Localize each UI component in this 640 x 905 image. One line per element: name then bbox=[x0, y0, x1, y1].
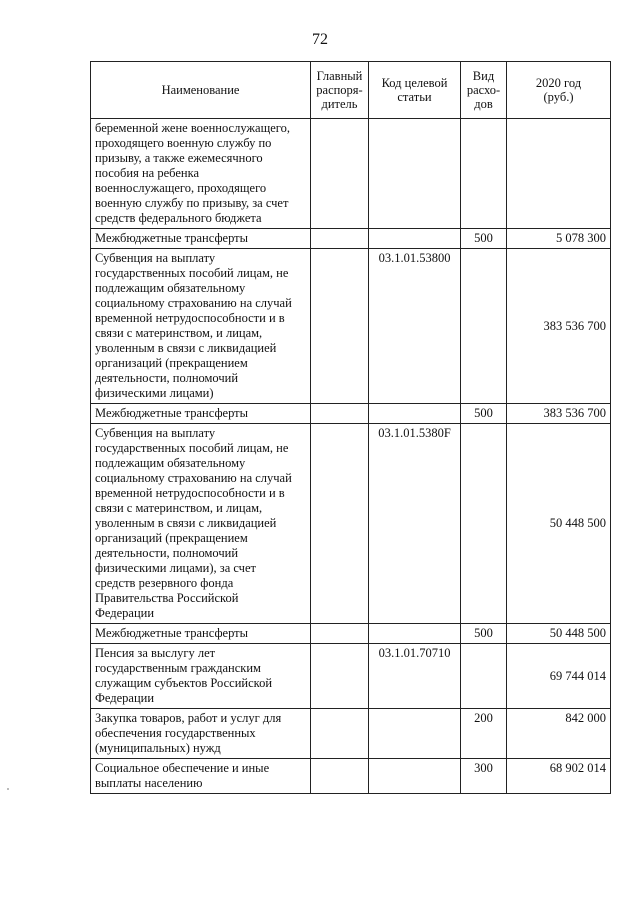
name-line: Социальное обеспечение и иные bbox=[95, 761, 270, 775]
table-row bbox=[91, 404, 611, 424]
cell-name bbox=[91, 249, 311, 404]
page-number: 72 bbox=[312, 31, 328, 48]
cell-admin bbox=[311, 759, 369, 794]
name-line: связи с материнством, и лицам, bbox=[95, 326, 263, 340]
cell-code bbox=[369, 119, 461, 229]
name-line: временной нетрудоспособности и в bbox=[95, 311, 285, 325]
cell-amount: 50 448 500 bbox=[507, 424, 611, 624]
cell-code: 03.1.01.53800 bbox=[369, 249, 461, 404]
cell-name bbox=[91, 119, 311, 229]
cell-kind: 500 bbox=[461, 624, 507, 644]
cell-kind bbox=[461, 249, 507, 404]
name-line: призыву, а также ежемесячного bbox=[95, 151, 263, 165]
cell-code bbox=[369, 709, 461, 759]
cell-name bbox=[91, 624, 311, 644]
name-line: пособия на ребенка bbox=[95, 166, 199, 180]
cell-name bbox=[91, 404, 311, 424]
cell-admin bbox=[311, 709, 369, 759]
cell-code: 03.1.01.70710 bbox=[369, 644, 461, 709]
name-line: Федерации bbox=[95, 691, 155, 705]
table-row bbox=[91, 709, 611, 759]
cell-name bbox=[91, 229, 311, 249]
cell-amount bbox=[507, 119, 611, 229]
name-line: организаций (прекращением bbox=[95, 356, 248, 370]
table-row bbox=[91, 424, 611, 624]
cell-admin bbox=[311, 424, 369, 624]
cell-amount: 842 000 bbox=[507, 709, 611, 759]
name-line: подлежащим обязательному bbox=[95, 456, 246, 470]
name-line: военную службу по призыву, за счет bbox=[95, 196, 289, 210]
cell-name bbox=[91, 424, 311, 624]
cell-amount: 50 448 500 bbox=[507, 624, 611, 644]
header-name: Наименование bbox=[91, 62, 311, 119]
cell-amount: 68 902 014 bbox=[507, 759, 611, 794]
table-row bbox=[91, 229, 611, 249]
cell-code: 03.1.01.5380F bbox=[369, 424, 461, 624]
cell-admin bbox=[311, 624, 369, 644]
table-row bbox=[91, 644, 611, 709]
cell-admin bbox=[311, 119, 369, 229]
cell-kind: 500 bbox=[461, 404, 507, 424]
table-row bbox=[91, 624, 611, 644]
cell-name bbox=[91, 644, 311, 709]
name-line: (муниципальных) нужд bbox=[95, 741, 221, 755]
name-line: военнослужащего, проходящего bbox=[95, 181, 267, 195]
name-line: служащим субъектов Российской bbox=[95, 676, 273, 690]
header-admin: Главный распоря- дитель bbox=[311, 62, 369, 119]
name-line: деятельности, полномочий bbox=[95, 371, 239, 385]
cell-kind bbox=[461, 644, 507, 709]
name-line: государственных пособий лицам, не bbox=[95, 266, 289, 280]
table-body bbox=[91, 119, 611, 794]
cell-amount: 383 536 700 bbox=[507, 249, 611, 404]
cell-kind bbox=[461, 119, 507, 229]
cell-name bbox=[91, 709, 311, 759]
cell-code bbox=[369, 229, 461, 249]
name-line: проходящего военную службу по bbox=[95, 136, 272, 150]
name-line: обеспечения государственных bbox=[95, 726, 256, 740]
cell-amount: 69 744 014 bbox=[507, 644, 611, 709]
cell-kind: 500 bbox=[461, 229, 507, 249]
cell-code bbox=[369, 624, 461, 644]
name-line: физическими лицами) bbox=[95, 386, 214, 400]
table-row bbox=[91, 759, 611, 794]
name-line: Правительства Российской bbox=[95, 591, 239, 605]
name-line: деятельности, полномочий bbox=[95, 546, 239, 560]
name-line: государственных пособий лицам, не bbox=[95, 441, 289, 455]
name-line: социальному страхованию на случай bbox=[95, 471, 292, 485]
table-header bbox=[91, 62, 611, 119]
name-line: средств резервного фонда bbox=[95, 576, 234, 590]
name-line: подлежащим обязательному bbox=[95, 281, 246, 295]
table-row bbox=[91, 249, 611, 404]
cell-kind: 200 bbox=[461, 709, 507, 759]
name-line: связи с материнством, и лицам, bbox=[95, 501, 263, 515]
name-line: Пенсия за выслугу лет bbox=[95, 646, 216, 660]
cell-kind bbox=[461, 424, 507, 624]
name-line: Межбюджетные трансферты bbox=[95, 626, 249, 640]
scan-speck bbox=[7, 788, 9, 790]
cell-amount: 383 536 700 bbox=[507, 404, 611, 424]
name-line: Федерации bbox=[95, 606, 155, 620]
name-line: средств федерального бюджета bbox=[95, 211, 262, 225]
name-line: временной нетрудоспособности и в bbox=[95, 486, 285, 500]
name-line: уволенным в связи с ликвидацией bbox=[95, 516, 277, 530]
header-code: Код целевой статьи bbox=[369, 62, 461, 119]
name-line: Межбюджетные трансферты bbox=[95, 406, 249, 420]
name-line: организаций (прекращением bbox=[95, 531, 248, 545]
table-row bbox=[91, 119, 611, 229]
name-line: Субвенция на выплату bbox=[95, 426, 216, 440]
name-line: беременной жене военнослужащего, bbox=[95, 121, 290, 135]
cell-admin bbox=[311, 644, 369, 709]
name-line: государственным гражданским bbox=[95, 661, 261, 675]
cell-admin bbox=[311, 249, 369, 404]
cell-name bbox=[91, 759, 311, 794]
cell-amount: 5 078 300 bbox=[507, 229, 611, 249]
name-line: выплаты населению bbox=[95, 776, 203, 790]
name-line: Субвенция на выплату bbox=[95, 251, 216, 265]
budget-table bbox=[90, 61, 611, 794]
cell-admin bbox=[311, 404, 369, 424]
cell-code bbox=[369, 759, 461, 794]
name-line: физическими лицами), за счет bbox=[95, 561, 256, 575]
name-line: Межбюджетные трансферты bbox=[95, 231, 249, 245]
header-kind: Вид расхо- дов bbox=[461, 62, 507, 119]
name-line: социальному страхованию на случай bbox=[95, 296, 292, 310]
header-amount: 2020 год (руб.) bbox=[507, 62, 611, 119]
cell-admin bbox=[311, 229, 369, 249]
name-line: уволенным в связи с ликвидацией bbox=[95, 341, 277, 355]
name-line: Закупка товаров, работ и услуг для bbox=[95, 711, 282, 725]
cell-code bbox=[369, 404, 461, 424]
cell-kind: 300 bbox=[461, 759, 507, 794]
